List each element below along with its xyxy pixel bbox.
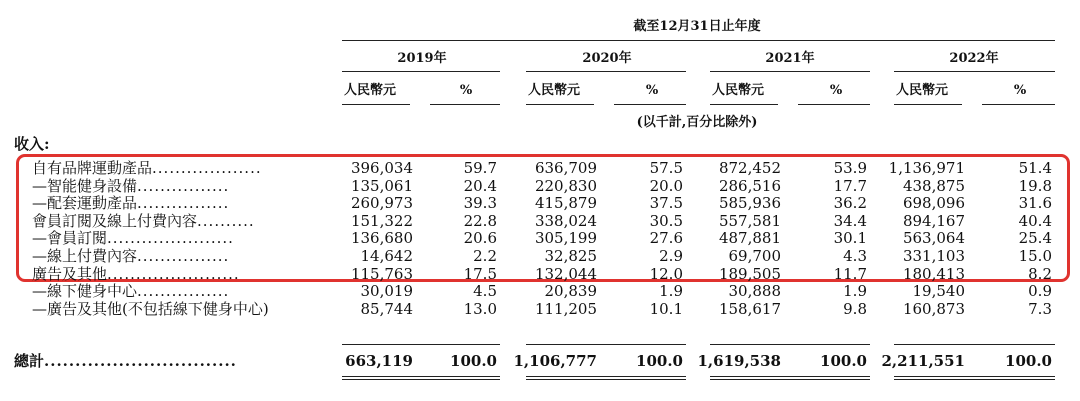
currency-label-2019: 人民幣元 [344,83,397,98]
row-label [32,300,334,318]
row-label-text: —線上付費內容 [32,247,138,265]
year-rule-2022 [894,71,1055,72]
header-rule-top [342,40,1055,41]
total-double-rule-5b [894,379,1055,380]
table-cell: 15.0 [1018,247,1052,265]
table-cell: 37.5 [649,194,683,213]
subhead-rule-6 [798,104,870,105]
table-cell: 160,873 [902,299,965,318]
table-cell: 27.6 [649,229,683,248]
table-cell: 14,642 [360,247,413,265]
row-dots: ...................... [107,229,234,248]
table-cell: 438,875 [902,176,965,195]
table-cell: 9.8 [843,299,867,318]
table-cell: 11.7 [833,264,867,283]
total-rule-2 [430,344,500,345]
percent-label-2022: % [1013,83,1027,98]
total-label-text: 總計 [14,352,45,370]
total-double-rule-2 [430,376,500,377]
table-cell: 132,044 [534,264,597,283]
subhead-rule-3 [526,104,594,105]
row-label-text: —線下健身中心 [32,282,138,301]
table-cell: 4.3 [843,247,867,265]
table-cell: 19,540 [912,282,965,301]
percent-label-2019: % [459,83,473,98]
row-dots: ................ [137,194,230,213]
table-cell: 115,763 [350,264,413,283]
table-cell: 31.6 [1018,194,1052,213]
total-row-label [14,352,334,370]
total-cell: 100.0 [820,352,867,370]
table-cell: 17.7 [833,176,867,195]
table-cell: 305,199 [534,229,597,248]
table-cell: 136,680 [350,229,413,248]
table-cell: 7.3 [1028,299,1052,318]
total-double-rule-3 [526,376,686,377]
table-cell: 180,413 [902,264,965,283]
subhead-rule-8 [982,104,1055,105]
table-cell: 59.7 [463,159,497,177]
row-dots: ................ [137,176,230,195]
table-cell: 0.9 [1028,282,1052,301]
year-2021: 2021年 [765,51,815,66]
total-double-rule-2b [430,379,500,380]
total-cell: 100.0 [450,352,497,370]
total-double-rule-4 [710,376,870,377]
table-cell: 331,103 [902,247,965,265]
total-cell: 100.0 [636,352,683,370]
table-cell: 220,830 [534,176,597,195]
table-cell: 30.1 [833,229,867,248]
row-dots: ................ [137,247,230,265]
row-label-text: —配套運動產品 [32,194,138,213]
row-label [32,265,334,283]
row-label-text: 自有品牌運動產品 [32,159,153,177]
row-dots: ................... [152,159,262,177]
row-label [32,229,334,247]
table-cell: 286,516 [718,176,781,195]
row-label [32,159,334,177]
subhead-rule-5 [710,104,778,105]
table-cell: 39.3 [463,194,497,213]
row-label-text: —廣告及其他(不包括線下健身中心) [32,299,269,318]
row-dots: ....................... [107,264,240,283]
total-rule-4 [710,344,870,345]
table-cell: 36.2 [833,194,867,213]
table-cell: 260,973 [350,194,413,213]
table-cell: 487,881 [718,229,781,248]
row-dots: .......... [197,211,255,230]
total-dots: ............................... [44,352,237,370]
total-cell: 1,619,538 [697,352,781,370]
table-cell: 51.4 [1018,159,1052,177]
table-cell: 30.5 [649,211,683,230]
row-label-text: 廣告及其他 [32,264,108,283]
table-cell: 17.5 [463,264,497,283]
table-cell: 151,322 [350,211,413,230]
row-label [32,212,334,230]
subhead-rule-2 [430,104,500,105]
table-cell: 34.4 [833,211,867,230]
row-dots: ................ [137,282,230,301]
table-cell: 40.4 [1018,211,1052,230]
total-rule-5 [894,344,1055,345]
table-cell: 8.2 [1028,264,1052,283]
table-cell: 698,096 [902,194,965,213]
section-label-revenue: 收入: [14,135,50,153]
total-rule-3 [526,344,686,345]
row-label [32,282,334,300]
table-cell: 69,700 [728,247,781,265]
table-cell: 20.4 [463,176,497,195]
table-cell: 20.6 [463,229,497,248]
currency-label-2021: 人民幣元 [712,83,765,98]
subhead-rule-4 [614,104,686,105]
table-cell: 30,888 [728,282,781,301]
table-cell: 189,505 [718,264,781,283]
table-cell: 1,136,971 [888,159,965,177]
total-double-rule-5 [894,376,1055,377]
table-cell: 563,064 [902,229,965,248]
row-label-text: 會員訂閱及線上付費內容 [32,211,198,230]
year-2020: 2020年 [582,51,632,66]
table-cell: 415,879 [534,194,597,213]
total-double-rule-4b [710,379,870,380]
period-title: 截至12月31日止年度 [633,19,761,34]
table-cell: 13.0 [463,299,497,318]
row-label [32,194,334,212]
table-cell: 1.9 [843,282,867,301]
table-cell: 135,061 [350,176,413,195]
table-cell: 19.8 [1018,176,1052,195]
table-cell: 4.5 [473,282,497,301]
total-cell: 2,211,551 [881,352,965,370]
table-cell: 872,452 [718,159,781,177]
year-rule-2021 [710,71,870,72]
total-cell: 663,119 [345,352,413,370]
unit-note: (以千計,百分比除外) [636,115,758,130]
table-cell: 1.9 [659,282,683,301]
table-cell: 85,744 [360,299,413,318]
table-cell: 338,024 [534,211,597,230]
table-cell: 2.2 [473,247,497,265]
row-label-text: —會員訂閱 [32,229,108,248]
row-label [32,177,334,195]
table-cell: 22.8 [463,211,497,230]
table-cell: 585,936 [718,194,781,213]
row-label [32,247,334,265]
table-cell: 2.9 [659,247,683,265]
table-cell: 20,839 [544,282,597,301]
total-cell: 1,106,777 [513,352,597,370]
total-cell: 100.0 [1005,352,1052,370]
table-cell: 20.0 [649,176,683,195]
year-2022: 2022年 [949,51,999,66]
table-cell: 10.1 [649,299,683,318]
table-cell: 636,709 [534,159,597,177]
table-cell: 111,205 [534,299,597,318]
table-cell: 557,581 [718,211,781,230]
year-rule-2020 [526,71,686,72]
currency-label-2022: 人民幣元 [896,83,949,98]
table-cell: 32,825 [544,247,597,265]
total-double-rule-3b [526,379,686,380]
percent-label-2021: % [829,83,843,98]
table-cell: 894,167 [902,211,965,230]
percent-label-2020: % [645,83,659,98]
subhead-rule-1 [342,104,410,105]
table-cell: 57.5 [649,159,683,177]
year-2019: 2019年 [397,51,447,66]
table-cell: 25.4 [1018,229,1052,248]
table-cell: 53.9 [833,159,867,177]
year-rule-2019 [342,71,500,72]
currency-label-2020: 人民幣元 [528,83,581,98]
table-cell: 12.0 [649,264,683,283]
subhead-rule-7 [894,104,962,105]
table-cell: 30,019 [360,282,413,301]
table-cell: 158,617 [718,299,781,318]
table-cell: 396,034 [350,159,413,177]
row-label-text: —智能健身設備 [32,176,138,195]
